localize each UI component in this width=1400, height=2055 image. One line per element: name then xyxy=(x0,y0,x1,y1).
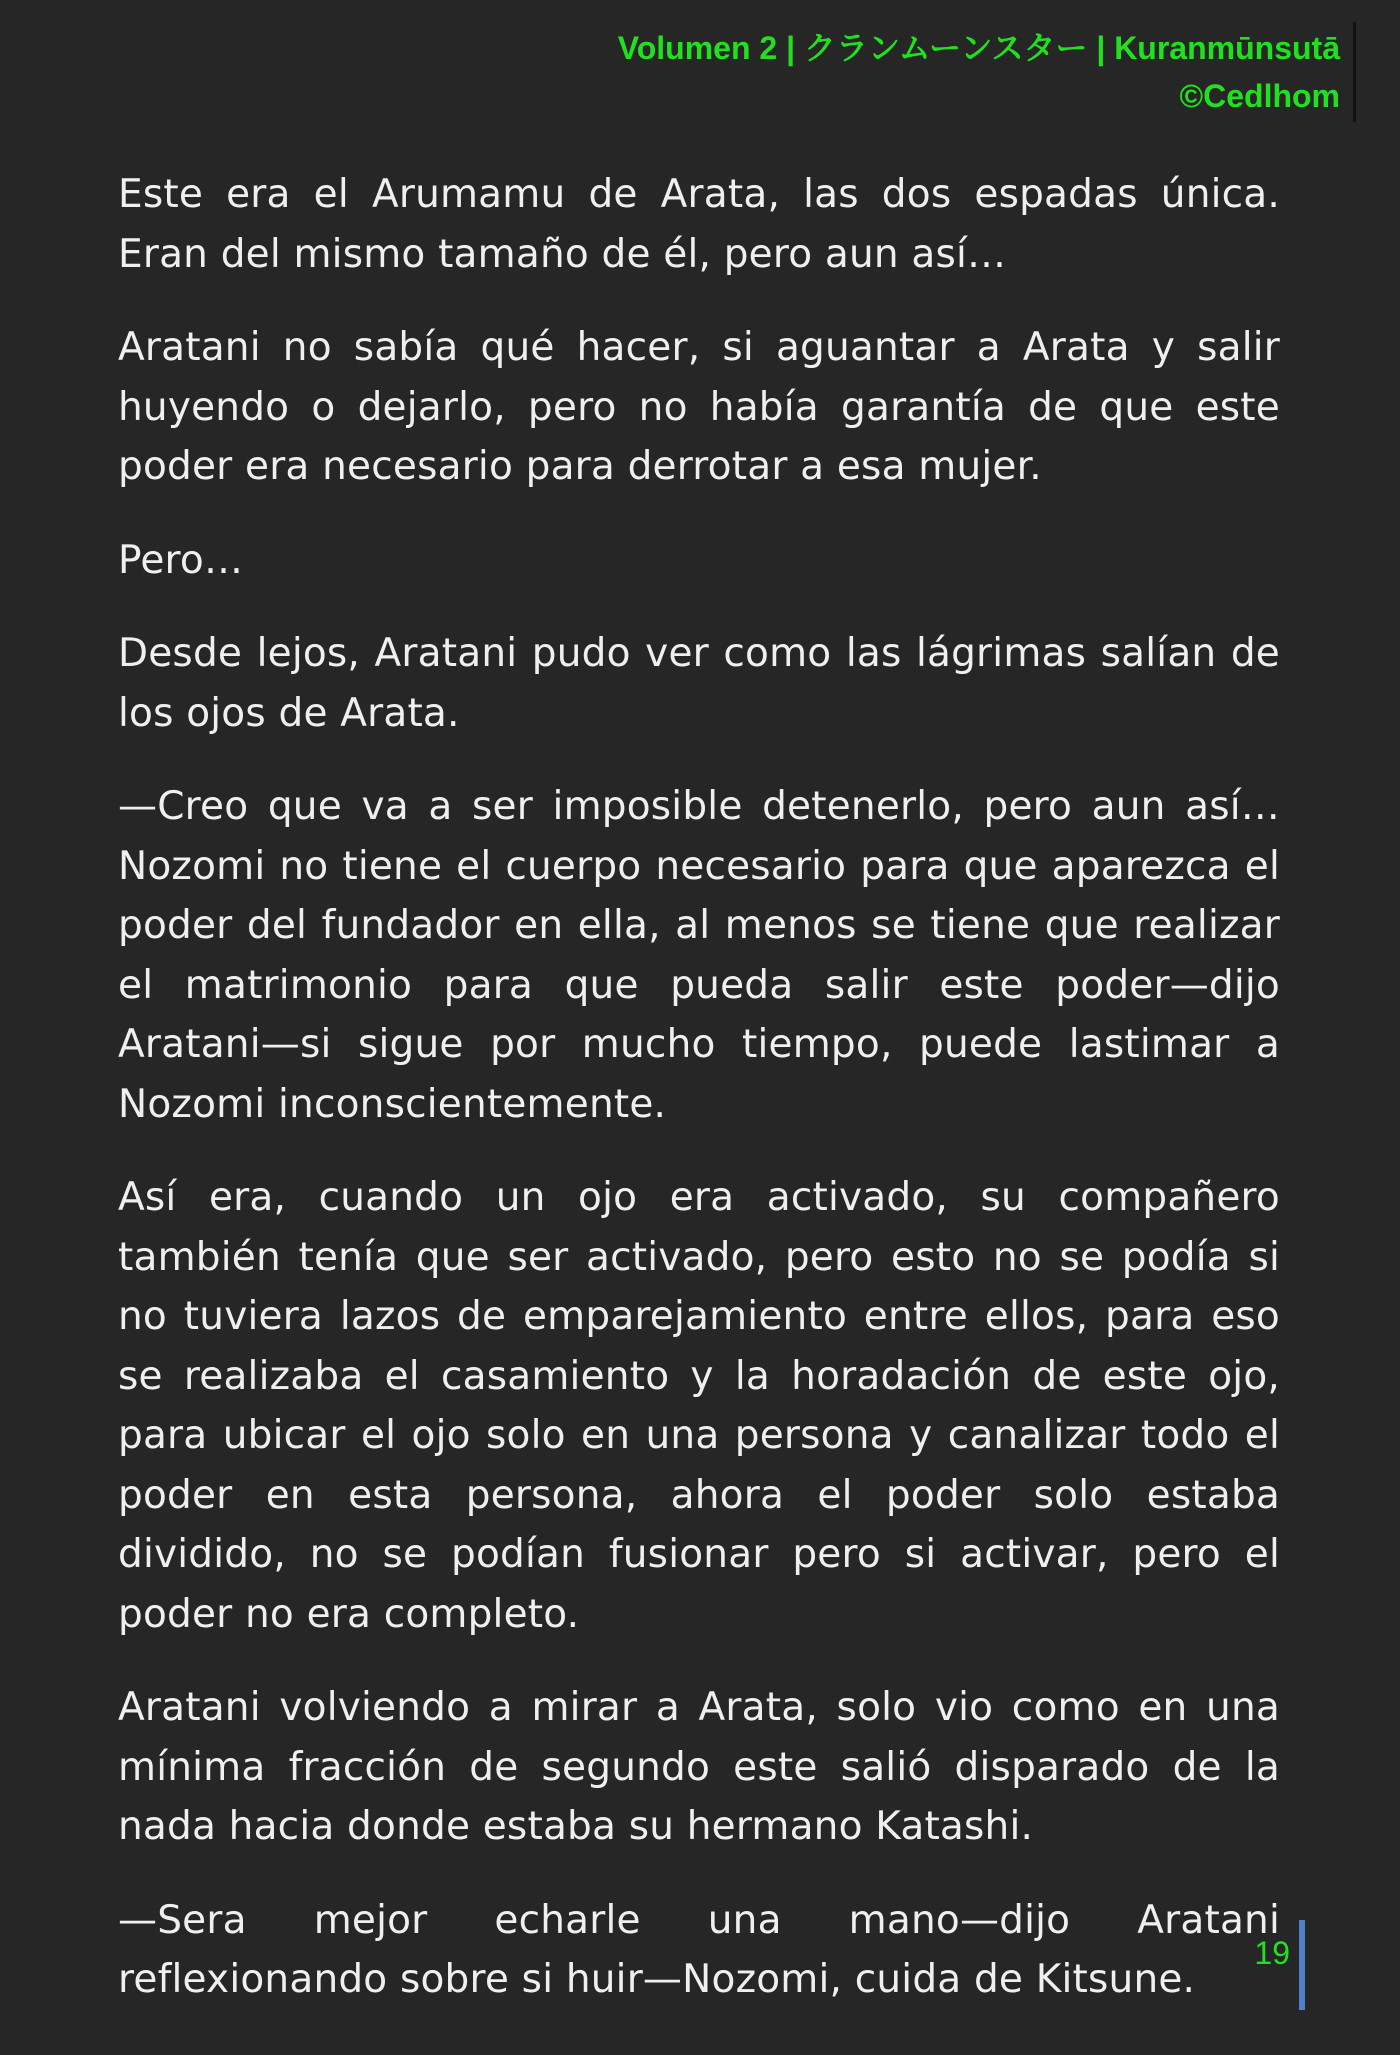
paragraph: —Sera mejor echarle una mano—dijo Aratani reflexionando sobre si huir—Nozomi, cuida de Kitsune. xyxy=(118,1897,1280,2002)
paragraph: Aratani no sabía qué hacer, si aguantar a Arata y salir huyendo o dejarlo, pero no había garantía de que este poder era necesario para derrotar a esa mujer. xyxy=(118,325,1280,489)
header-series-line: Volumen 2 | クランムーンスター | Kuranmūnsutā xyxy=(617,30,1340,66)
page-number: 19 xyxy=(1254,1935,1290,1971)
paragraph: Así era, cuando un ojo era activado, su compañero también tenía que ser activado, pero esto no se podía si no tuviera lazos de emparejamiento entre ellos, para eso se realizaba el casamiento y la horadación de este ojo, para ubicar el ojo solo en una persona y canalizar todo el poder en esta persona, ahora el poder solo estaba dividido, no se podían fusionar pero si activar, pero el poder no era completo. xyxy=(118,1175,1280,1637)
page-number-divider xyxy=(1299,1920,1305,2010)
paragraph: —Creo que va a ser imposible detenerlo, pero aun así… Nozomi no tiene el cuerpo necesario para que aparezca el poder del fundador en ella, al menos se tiene que realizar el matrimonio para que pueda salir este poder—dijo Aratani—si sigue por mucho tiempo, puede lastimar a Nozomi inconscientemente. xyxy=(118,784,1280,1127)
chapter-body xyxy=(118,165,1280,2044)
paragraph: Pero… xyxy=(118,537,244,583)
paragraph: Aratani volviendo a mirar a Arata, solo vio como en una mínima fracción de segundo este salió disparado de la nada hacia donde estaba su hermano Katashi. xyxy=(118,1685,1280,1849)
paragraph: Desde lejos, Aratani pudo ver como las lágrimas salían de los ojos de Arata. xyxy=(118,631,1280,736)
paragraph: Este era el Arumamu de Arata, las dos espadas única. Eran del mismo tamaño de él, pero aun así… xyxy=(118,172,1280,277)
header-credit: ©Cedlhom xyxy=(1179,78,1340,114)
page-header xyxy=(618,24,1340,120)
header-divider xyxy=(1353,22,1356,122)
